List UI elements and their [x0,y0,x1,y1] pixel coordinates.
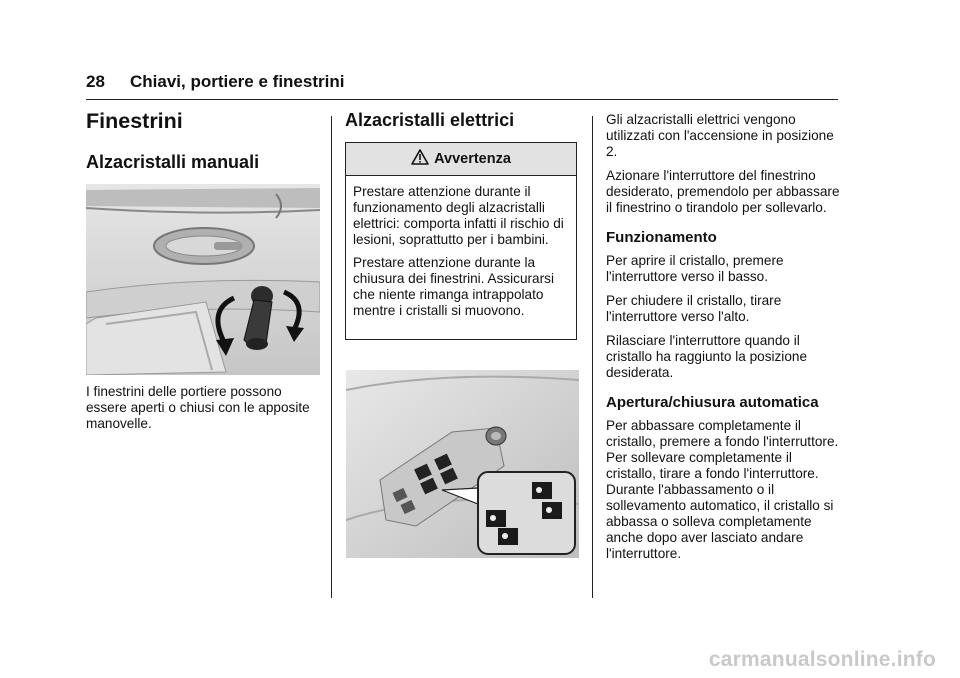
paragraph: Per chiudere il cristallo, tirare l'interruttore verso l'alto. [606,293,782,324]
warning-box [345,142,577,340]
warning-paragraph: Prestare attenzione durante il funzionamento degli alzacristalli elettrici: comporta infatti il rischio di lesioni, soprattutto per i bambini. [353,184,564,247]
power-window-switch-illustration [346,370,579,558]
watermark: carmanualsonline.info [708,648,936,671]
warning-header [346,143,576,176]
switch-detail-callout [478,472,575,554]
paragraph: Gli alzacristalli elettrici vengono utilizzati con l'accensione in posizione 2. [606,112,834,159]
page-header [86,72,838,94]
running-title: Chiavi, portiere e finestrini [130,72,345,91]
manual-window-crank-illustration [86,184,320,375]
column-divider-right [592,116,593,598]
warning-title: Avvertenza [434,151,511,167]
section-title-elettrici: Alzacristalli elettrici [345,110,515,130]
column-divider-left [331,116,332,598]
warning-body [346,176,576,319]
subsection-title-funzionamento: Funzionamento [606,229,717,246]
page-number: 28 [86,72,105,91]
header-rule [86,99,838,100]
warning-triangle-icon [411,149,429,170]
paragraph: I finestrini delle portiere possono essere aperti o chiusi con le apposite manovelle. [86,384,310,431]
section-title-finestrini: Finestrini [86,109,183,133]
paragraph: Per abbassare completamente il cristallo, premere a fondo l'interruttore. Per sollevare completamente il cristallo, tirare a fondo l'interruttore. Durante l'abbassamento o il sollevamento automatico, il cristallo si abbassa o solleva completamente anche dopo aver lasciato andare l'interruttore. [606,418,839,561]
subsection-title-manuali: Alzacristalli manuali [86,152,260,172]
warning-paragraph: Prestare attenzione durante la chiusura dei finestrini. Assicurarsi che niente rimanga intrappolato mentre i cristalli si muovono. [353,255,554,318]
paragraph: Azionare l'interruttore del finestrino desiderato, premendolo per abbassare il finestrino o tirandolo per sollevarlo. [606,168,840,215]
paragraph: Rilasciare l'interruttore quando il cristallo ha raggiunto la posizione desiderata. [606,333,808,380]
paragraph: Per aprire il cristallo, premere l'interruttore verso il basso. [606,253,784,284]
column-3 [606,108,842,562]
column-2 [345,108,581,132]
column-1-body [86,384,322,432]
column-1 [86,108,322,174]
subsection-title-automatica: Apertura/chiusura automatica [606,394,819,411]
